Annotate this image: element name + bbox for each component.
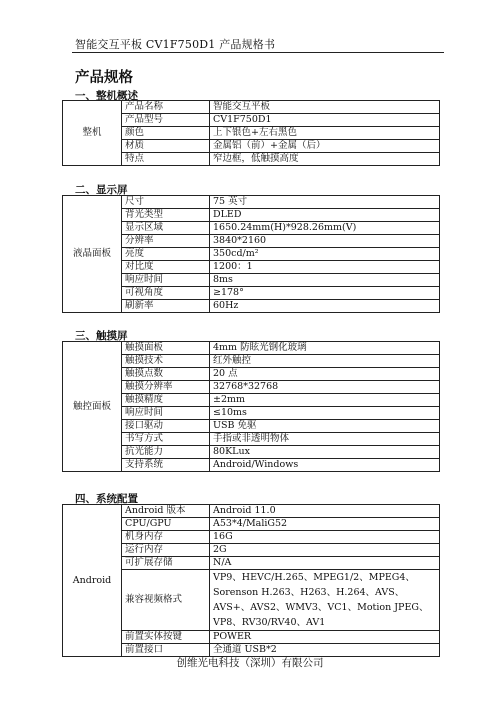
spec-key: 前置接口 (122, 644, 210, 657)
spec-key: 抗光能力 (122, 446, 210, 459)
section-heading-system: 四、系统配置 (75, 493, 138, 505)
spec-key: 运行内存 (122, 544, 210, 557)
spec-value: 窄边框，低触摸高度 (210, 153, 440, 166)
spec-key: 触摸精度 (122, 394, 210, 407)
spec-key: 产品型号 (122, 114, 210, 127)
spec-value: 350cd/m² (210, 248, 440, 261)
spec-value: ≤10ms (210, 407, 440, 420)
spec-value: 4mm 防眩光钢化玻璃 (210, 342, 440, 355)
spec-key: 触摸技术 (122, 355, 210, 368)
spec-value: 智能交互平板 (210, 101, 440, 114)
spec-key: 接口驱动 (122, 420, 210, 433)
spec-value: 80KLux (210, 446, 440, 459)
spec-key: 前置实体按键 (122, 631, 210, 644)
spec-key: 触摸点数 (122, 368, 210, 381)
spec-key: Android 版本 (122, 505, 210, 518)
spec-key: 响应时间 (122, 407, 210, 420)
spec-value: 金属铝（前）+金属（后） (210, 140, 440, 153)
spec-value: ±2mm (210, 394, 440, 407)
spec-value: 60Hz (210, 300, 440, 313)
spec-key: 分辨率 (122, 235, 210, 248)
header-rule (72, 52, 444, 53)
spec-key: 背光类型 (122, 209, 210, 222)
spec-value: 手指或非透明物体 (210, 433, 440, 446)
spec-value: N/A (210, 557, 440, 570)
spec-value: 20 点 (210, 368, 440, 381)
section-heading-display: 二、显示屏 (75, 184, 128, 196)
spec-key: 触摸面板 (122, 342, 210, 355)
spec-key: 兼容视频格式 (122, 570, 210, 631)
spec-value: 2G (210, 544, 440, 557)
spec-value: Android/Windows (210, 459, 440, 472)
spec-value: DLED (210, 209, 440, 222)
spec-key: 产品名称 (122, 101, 210, 114)
page-footer: 创维光电科技（深圳）有限公司 (176, 657, 324, 669)
spec-value: VP9、HEVC/H.265、MPEG1/2、MPEG4、Sorenson H.263、H263、H.264、AVS、AVS+、AVS2、WMV3、VC1、Motion JPEG、VP8、RV30/RV40、AV1 (210, 570, 440, 631)
spec-key: 对比度 (122, 261, 210, 274)
group-label: 触控面板 (63, 342, 122, 472)
spec-table-overview (62, 100, 440, 166)
spec-value: 16G (210, 531, 440, 544)
spec-key: 支持系统 (122, 459, 210, 472)
spec-value: USB 免驱 (210, 420, 440, 433)
spec-key: 尺寸 (122, 196, 210, 209)
spec-value: A53*4/MaliG52 (210, 518, 440, 531)
spec-key: 颜色 (122, 127, 210, 140)
section-heading-overview: 一、整机概述 (75, 90, 138, 102)
spec-table-system (62, 504, 440, 657)
spec-key: 可视角度 (122, 287, 210, 300)
spec-value: Android 11.0 (210, 505, 440, 518)
spec-value: 上下银色+左右黑色 (210, 127, 440, 140)
spec-key: 机身内存 (122, 531, 210, 544)
spec-table-display (62, 195, 440, 313)
spec-key: 材质 (122, 140, 210, 153)
spec-key: 特点 (122, 153, 210, 166)
spec-key: 显示区域 (122, 222, 210, 235)
spec-key: 书写方式 (122, 433, 210, 446)
group-label: Android (63, 505, 122, 657)
spec-value: POWER (210, 631, 440, 644)
page-header: 智能交互平板 CV1F750D1 产品规格书 (75, 38, 276, 51)
spec-key: 响应时间 (122, 274, 210, 287)
spec-key: CPU/GPU (122, 518, 210, 531)
spec-value: 红外触控 (210, 355, 440, 368)
spec-key: 刷新率 (122, 300, 210, 313)
spec-key: 亮度 (122, 248, 210, 261)
spec-key: 触摸分辨率 (122, 381, 210, 394)
spec-value: 全通道 USB*2 (210, 644, 440, 657)
spec-value: CV1F750D1 (210, 114, 440, 127)
spec-value: 1200：1 (210, 261, 440, 274)
group-label: 液晶面板 (63, 196, 122, 313)
spec-value: 1650.24mm(H)*928.26mm(V) (210, 222, 440, 235)
spec-table-touch (62, 341, 440, 472)
spec-value: 8ms (210, 274, 440, 287)
document-title: 产品规格 (75, 69, 133, 86)
spec-value: ≥178° (210, 287, 440, 300)
spec-value: 32768*32768 (210, 381, 440, 394)
group-label: 整机 (63, 101, 122, 166)
spec-key: 可扩展存储 (122, 557, 210, 570)
section-heading-touch: 三、触摸屏 (75, 330, 128, 342)
spec-value: 75 英寸 (210, 196, 440, 209)
spec-value: 3840*2160 (210, 235, 440, 248)
